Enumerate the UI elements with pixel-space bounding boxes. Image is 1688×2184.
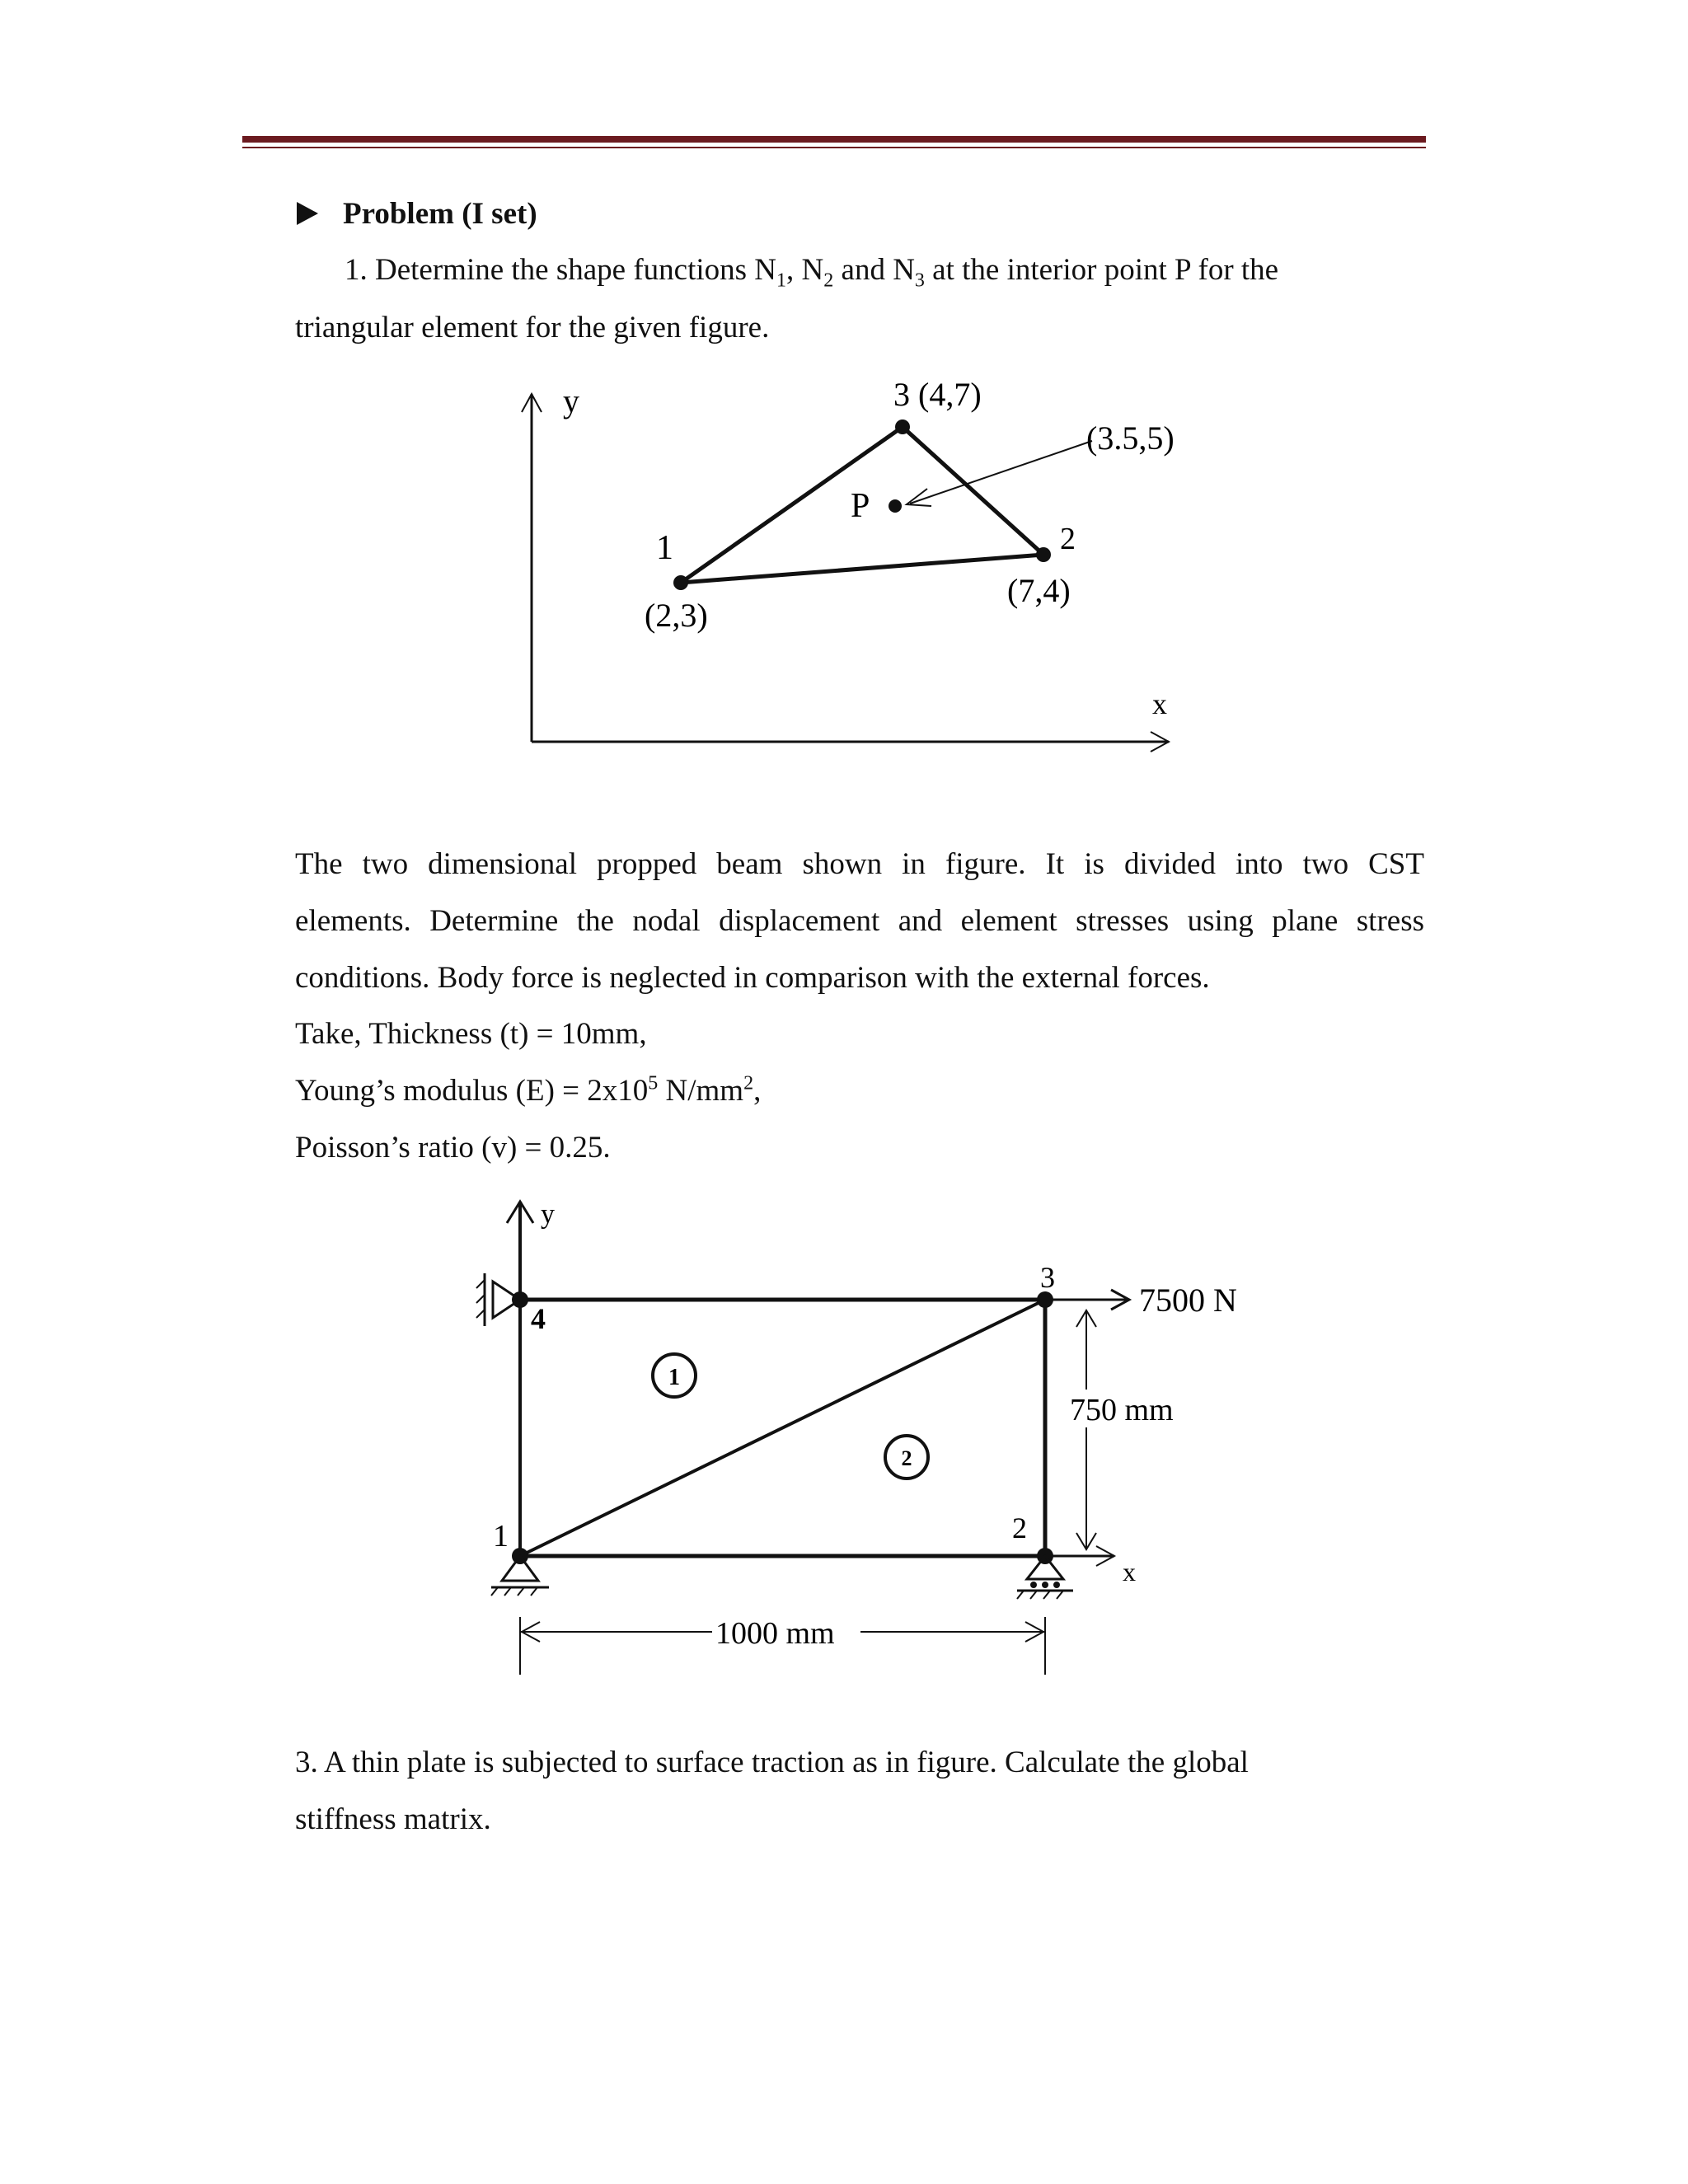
poisson-ratio-line: Poisson’s ratio (v) = 0.25. <box>295 1131 611 1165</box>
axis-y-label: y <box>563 382 579 419</box>
height-dimension-label: 750 mm <box>1070 1393 1174 1427</box>
point-p-label: P <box>851 487 870 525</box>
youngs-modulus-line: Young’s modulus $(E) = 2x10^5$ $N/mm^2$, <box>295 1072 762 1108</box>
node-1-number: 1 <box>656 529 673 567</box>
node-3-dot <box>895 419 910 434</box>
beam-axis-x-label: x <box>1123 1557 1136 1586</box>
problem2-line1: The two dimensional propped beam shown in figure. It is divided into two CST <box>295 847 1424 881</box>
problem2-line2: elements. Determine the nodal displacement and element stresses using plane stress <box>295 904 1424 938</box>
pointer-line <box>910 441 1092 504</box>
node-1-dot <box>673 575 688 590</box>
width-dimension-label: 1000 mm <box>715 1616 835 1651</box>
problem1-line2: triangular element for the given figure. <box>295 311 770 344</box>
element-1-label: 1 <box>668 1365 680 1390</box>
node-3-label: 3 (4,7) <box>893 376 982 413</box>
problem3-line2: stiffness matrix. <box>295 1802 491 1836</box>
problem1-line1: 1. Determine the shape functions $N_1$, $N_2$ and $N_3$ at the interior point P for the <box>345 253 1279 292</box>
point-p-dot <box>889 499 902 513</box>
thickness-line: Take, Thickness (t) = 10mm, <box>295 1017 647 1051</box>
point-p-coord: (3.5,5) <box>1086 419 1175 457</box>
axis-x-label: x <box>1152 687 1167 720</box>
node-2-coord: (7,4) <box>1007 572 1071 609</box>
load-label: 7500 N <box>1139 1282 1237 1319</box>
node-2-number: 2 <box>1060 522 1076 556</box>
problem3-line1: 3. A thin plate is subjected to surface traction as in figure. Calculate the global <box>295 1746 1249 1779</box>
propped-beam-figure <box>0 1170 1688 1698</box>
element-2-label: 2 <box>901 1446 912 1470</box>
beam-axis-y-label: y <box>541 1199 555 1230</box>
beam-node-1-label: 1 <box>493 1519 509 1554</box>
triangle-element-figure <box>0 0 1688 824</box>
beam-diagonal <box>520 1300 1045 1556</box>
beam-node-2-label: 2 <box>1012 1511 1027 1544</box>
section-title: Problem (I set) <box>343 197 537 231</box>
problem2-line3: conditions. Body force is neglected in comparison with the external forces. <box>295 961 1210 995</box>
node-1-coord: (2,3) <box>645 597 708 634</box>
node-2-dot <box>1036 547 1051 562</box>
beam-node-4-label: 4 <box>531 1302 546 1335</box>
beam-node-3-label: 3 <box>1040 1261 1055 1294</box>
